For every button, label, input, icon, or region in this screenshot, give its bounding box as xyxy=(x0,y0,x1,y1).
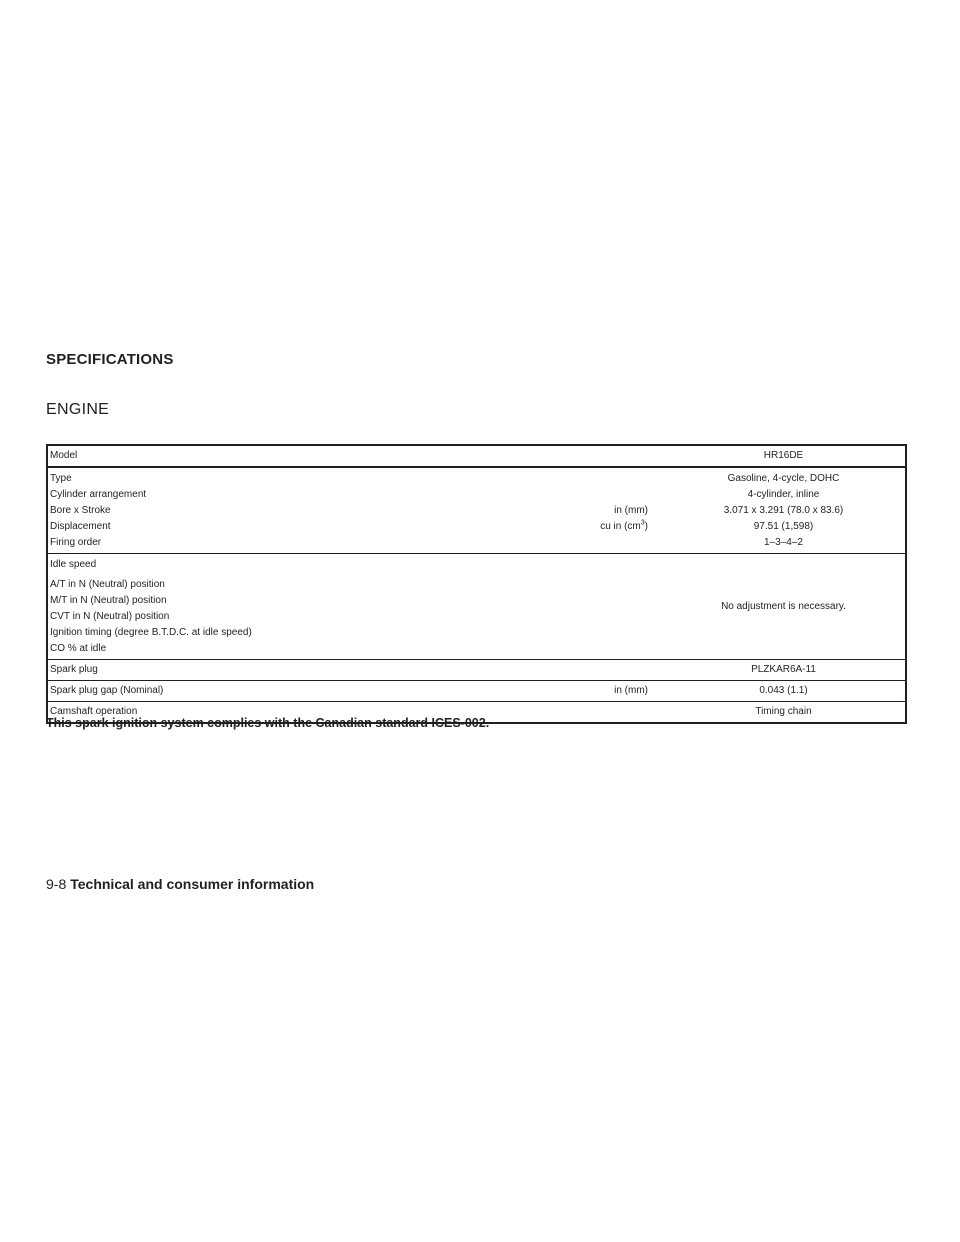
cylinder-arrangement-label: Cylinder arrangement xyxy=(50,489,147,500)
bore-stroke-value: 3.071 x 3.291 (78.0 x 83.6) xyxy=(723,505,844,516)
spark-plug-value: PLZKAR6A-11 xyxy=(662,660,906,681)
spark-plug-gap-unit: in (mm) xyxy=(477,681,662,702)
cylinder-arrangement-value: 4-cylinder, inline xyxy=(747,489,820,500)
camshaft-value: Timing chain xyxy=(662,702,906,724)
subsection-title: ENGINE xyxy=(46,401,110,418)
type-value: Gasoline, 4-cycle, DOHC xyxy=(727,473,840,484)
displacement-label: Displacement xyxy=(50,521,111,532)
row-engine-basics xyxy=(47,467,906,554)
idle-speed-heading: Idle speed xyxy=(50,559,97,570)
row-model xyxy=(47,445,906,467)
bore-stroke-unit: in (mm) xyxy=(614,505,648,516)
displacement-unit: cu in $(cm^3)$ xyxy=(600,519,648,532)
type-label: Type xyxy=(50,473,72,484)
camshaft-label: Camshaft operation xyxy=(47,702,477,724)
idle-speed-value: No adjustment is necessary. xyxy=(662,554,906,660)
row-spark-plug xyxy=(47,660,906,681)
idle-item: M/T in N (Neutral) position xyxy=(50,595,167,606)
page-footer xyxy=(46,876,314,892)
compliance-note: This spark ignition system complies with the Canadian standard ICES-002. xyxy=(46,716,490,730)
engine-spec-table xyxy=(46,444,907,724)
firing-order-label: Firing order xyxy=(50,537,102,548)
page-number: 9-8 xyxy=(46,876,67,892)
displacement-value: 97.51 (1,598) xyxy=(753,521,814,532)
idle-item: Ignition timing (degree B.T.D.C. at idle speed) xyxy=(50,627,252,638)
row-idle-speed xyxy=(47,554,906,660)
row-spark-plug-gap xyxy=(47,681,906,702)
firing-order-value: 1–3–4–2 xyxy=(764,537,803,548)
idle-item: CO % at idle xyxy=(50,643,107,654)
idle-item: A/T in N (Neutral) position xyxy=(50,579,165,590)
spark-plug-label: Spark plug xyxy=(47,660,477,681)
idle-item: CVT in N (Neutral) position xyxy=(50,611,170,622)
footer-title: Technical and consumer information xyxy=(70,876,315,892)
spark-plug-gap-value: 0.043 (1.1) xyxy=(662,681,906,702)
spark-plug-gap-label: Spark plug gap (Nominal) xyxy=(47,681,477,702)
model-value: HR16DE xyxy=(763,450,804,461)
model-label: Model xyxy=(50,450,78,461)
bore-stroke-label: Bore x Stroke xyxy=(50,505,111,516)
section-title: SPECIFICATIONS xyxy=(46,351,174,368)
